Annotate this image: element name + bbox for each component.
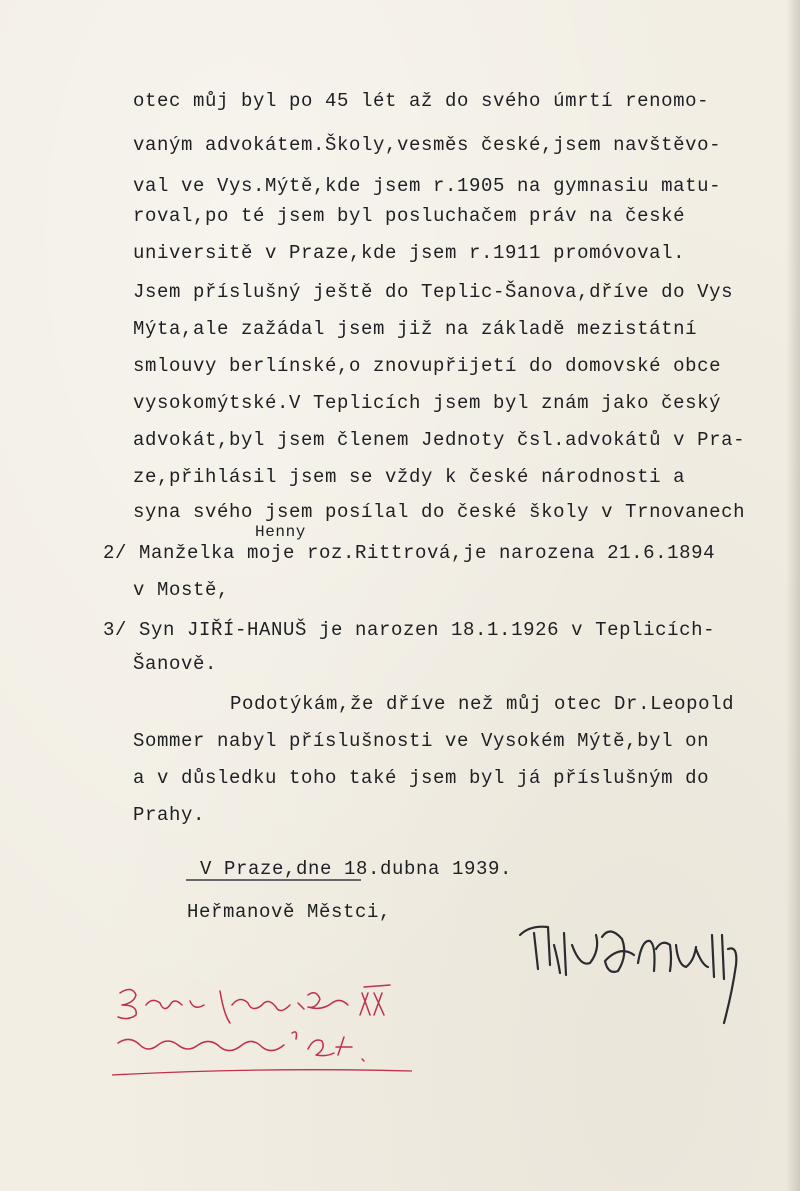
text-line-place: Heřmanově Městci, (187, 901, 392, 923)
text-line-17: Podotýkám,že dříve než můj otec Dr.Leopold (230, 693, 735, 715)
text-line-6: Jsem příslušný ještě do Teplic-Šanova,dříve do Vys (133, 281, 734, 303)
red-handwritten-note (112, 975, 412, 1085)
text-line-3: val ve Vys.Mýtě,kde jsem r.1905 na gymnasiu matu- (133, 175, 722, 197)
text-line-16: Šanově. (133, 653, 218, 675)
text-line-insert-henny: Henny (255, 523, 307, 541)
text-line-12: syna svého jsem posílal do české školy v Trnovanech (133, 501, 746, 523)
signature-image (510, 905, 760, 1035)
text-line-20: Prahy. (133, 804, 206, 826)
text-line-11: ze,přihlásil jsem se vždy k české národnosti a (133, 466, 686, 488)
text-line-18: Sommer nabyl příslušnosti ve Vysokém Mýtě,byl on (133, 730, 710, 752)
text-line-19: a v důsledku toho také jsem byl já příslušným do (133, 767, 710, 789)
text-line-2: vaným advokátem.Školy,vesměs české,jsem navštěvo- (133, 134, 722, 156)
page-edge-shadow (786, 0, 800, 1191)
text-line-7: Mýta,ale zažádal jsem již na základě mezistátní (133, 318, 698, 340)
text-line-10: advokát,byl jsem členem Jednoty čsl.advokátů v Pra- (133, 429, 746, 451)
text-line-9: vysokomýtské.V Teplicích jsem byl znám jako český (133, 392, 722, 414)
text-line-1: otec můj byl po 45 lét až do svého úmrtí renomo- (133, 90, 710, 112)
text-line-8: smlouvy berlínské,o znovupřijetí do domovské obce (133, 355, 722, 377)
date-underline (186, 876, 366, 884)
text-line-15: 3/ Syn JIŘÍ-HANUŠ je narozen 18.1.1926 v Teplicích- (103, 619, 716, 641)
text-line-14: v Mostě, (133, 579, 230, 601)
text-line-5: universitě v Praze,kde jsem r.1911 promóvoval. (133, 242, 686, 264)
text-line-date: V Praze,dne 18.dubna 1939. (200, 858, 513, 880)
text-line-4: roval,po té jsem byl posluchačem práv na české (133, 205, 686, 227)
text-line-13: 2/ Manželka moje roz.Rittrová,je narozena 21.6.1894 (103, 542, 716, 564)
